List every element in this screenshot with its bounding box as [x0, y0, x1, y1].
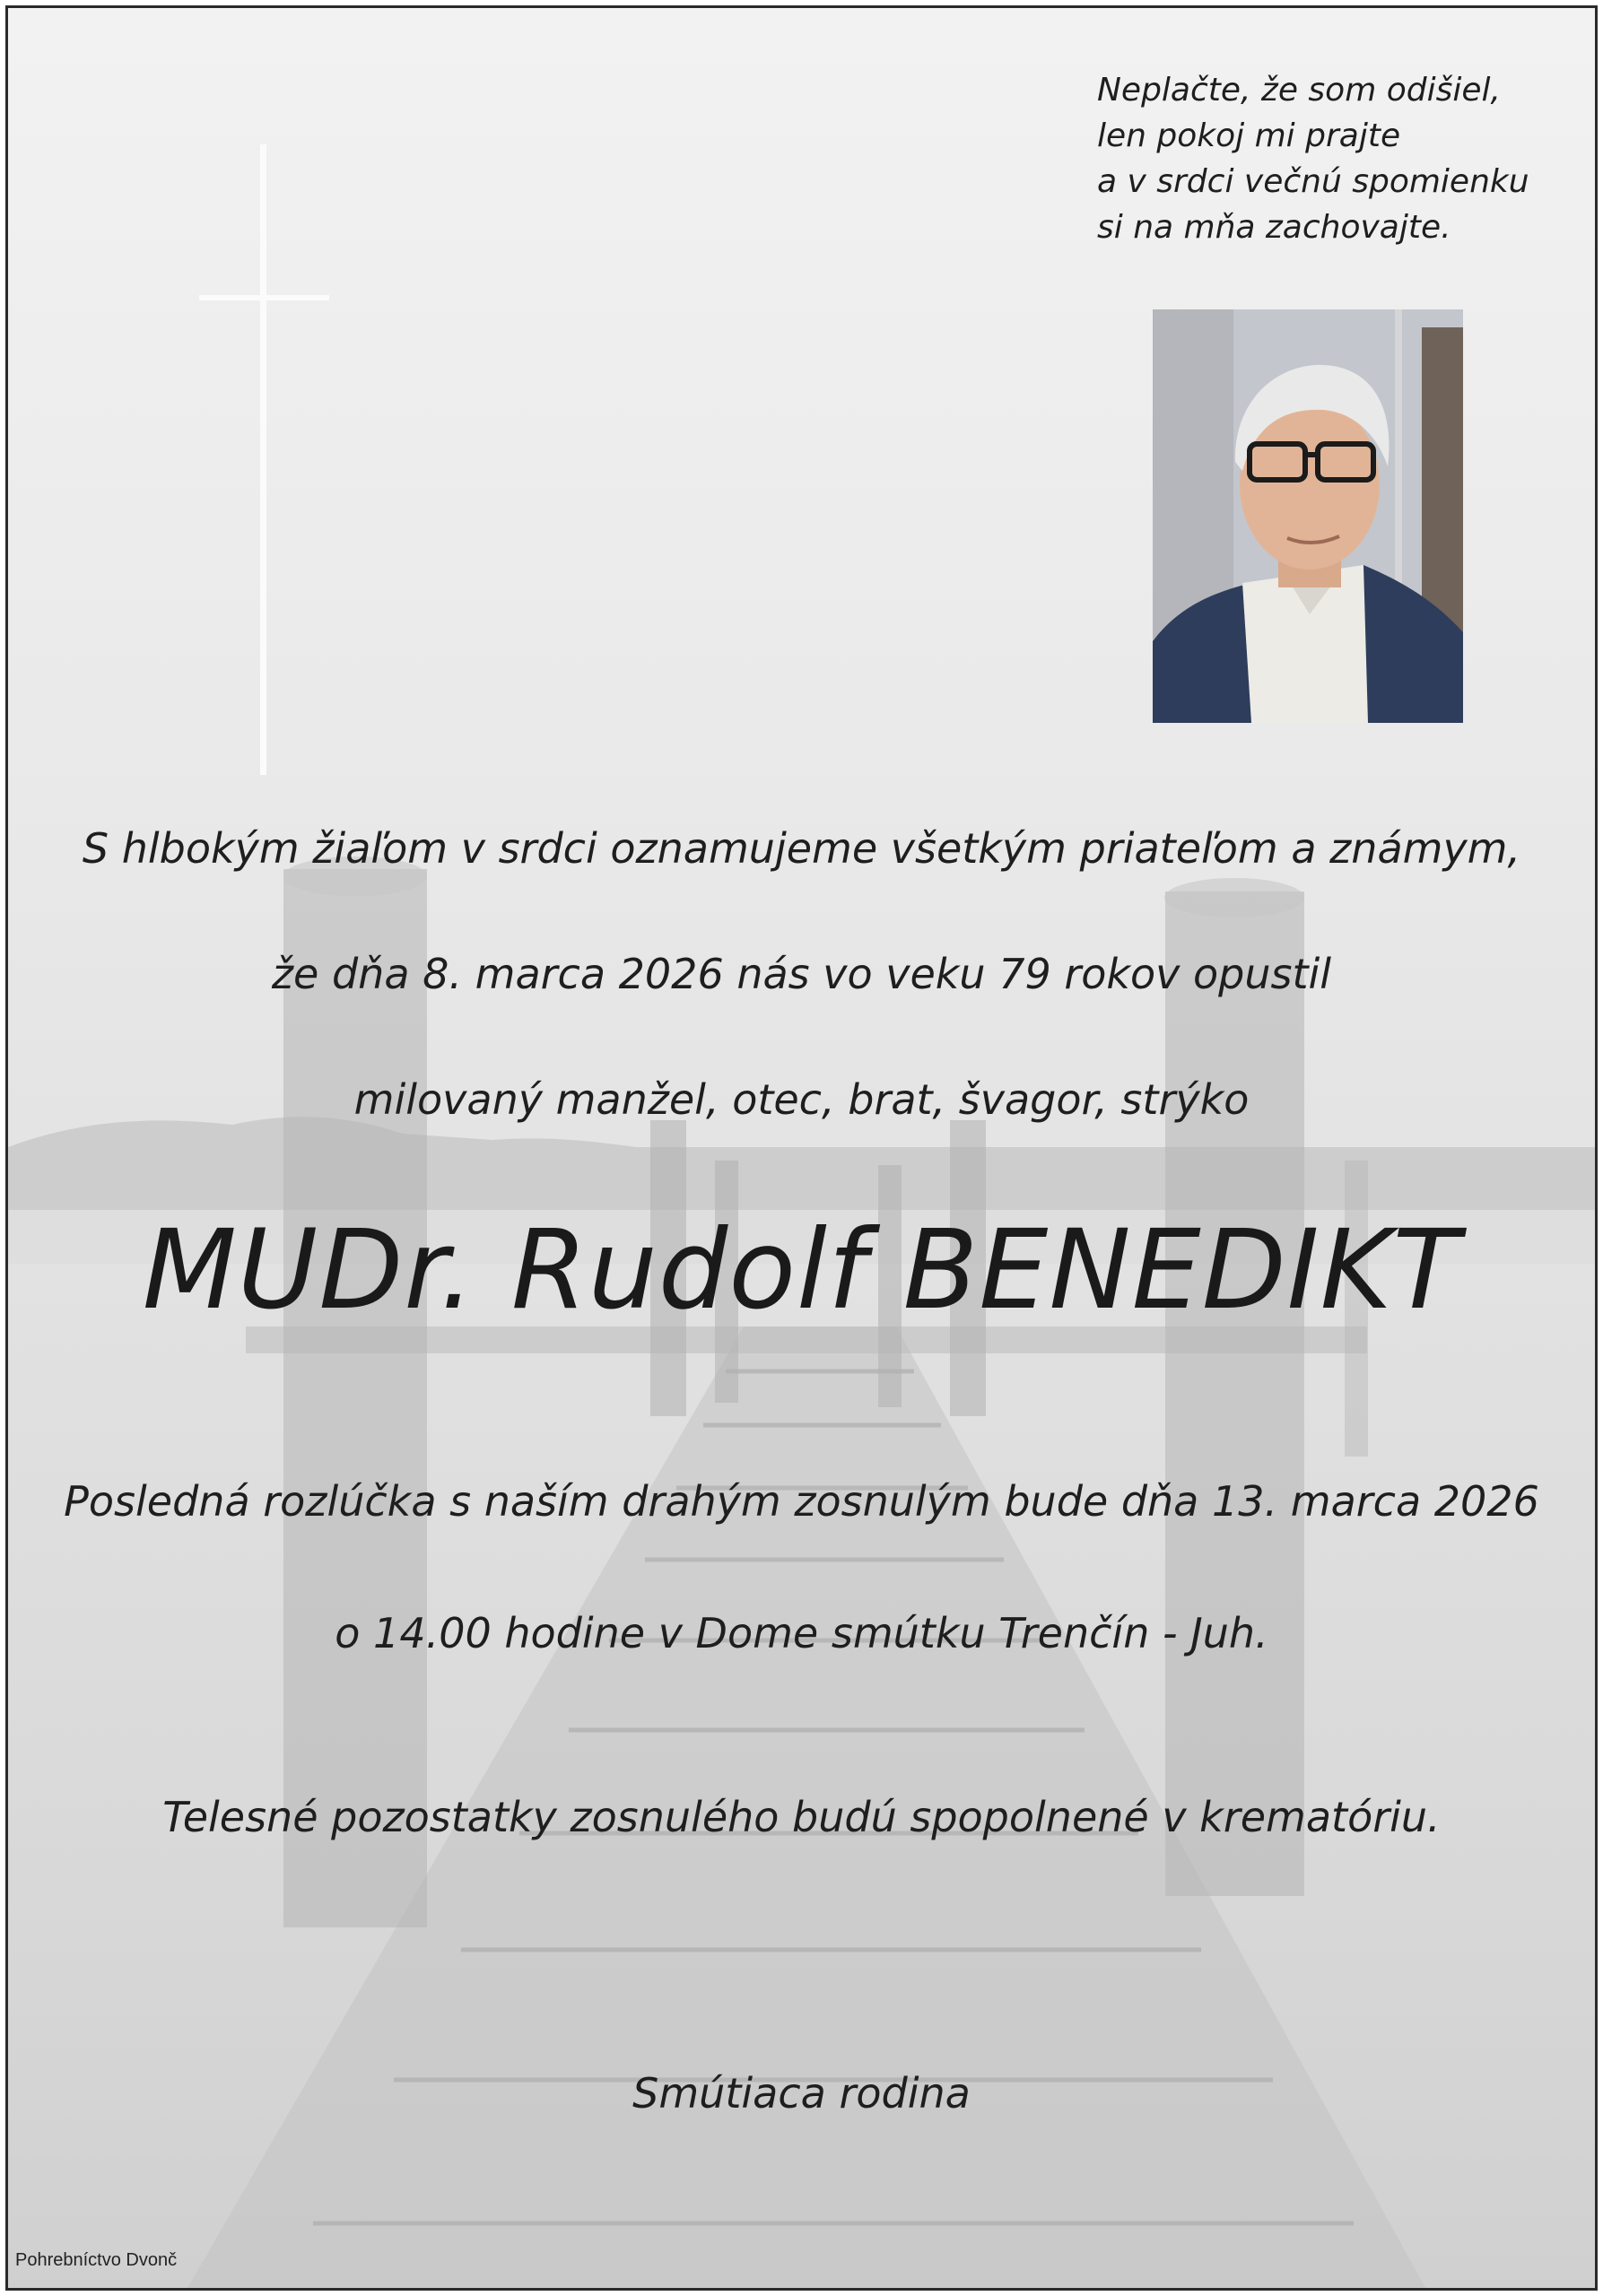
funeral-service-credit: Pohrebníctvo Dvonč: [15, 2250, 178, 2270]
memorial-poem: [1097, 67, 1564, 250]
announcement-line-1: S hlbokým žiaľom v srdci oznamujeme všetkým priateľom a známym,: [82, 824, 1521, 873]
portrait-photo: [1153, 309, 1463, 723]
announcement-line-3: milovaný manžel, otec, brat, švagor, strýko: [353, 1075, 1250, 1124]
ceremony-line-1: Posledná rozlúčka s naším drahým zosnulým bude dňa 13. marca 2026: [64, 1477, 1539, 1526]
signature: Smútiaca rodina: [632, 2069, 971, 2118]
poem-line: len pokoj mi prajte: [1097, 117, 1401, 154]
cross-icon-bar: [199, 295, 329, 300]
poem-line: Neplačte, že som odišiel,: [1097, 72, 1501, 109]
announcement-line-2: že dňa 8. marca 2026 nás vo veku 79 rokov opustil: [271, 950, 1332, 998]
cross-icon: [260, 144, 266, 775]
poem-line: si na mňa zachovajte.: [1097, 209, 1451, 246]
deceased-name: MUDr. Rudolf BENEDIKT: [142, 1206, 1461, 1334]
obituary-card: [5, 5, 1598, 2291]
poem-line: a v srdci večnú spomienku: [1097, 163, 1529, 200]
ceremony-line-3: Telesné pozostatky zosnulého budú spopolnené v krematóriu.: [162, 1793, 1441, 1841]
portrait-illustration: [1153, 309, 1463, 723]
ceremony-line-2: o 14.00 hodine v Dome smútku Trenčín - Juh.: [335, 1609, 1268, 1657]
